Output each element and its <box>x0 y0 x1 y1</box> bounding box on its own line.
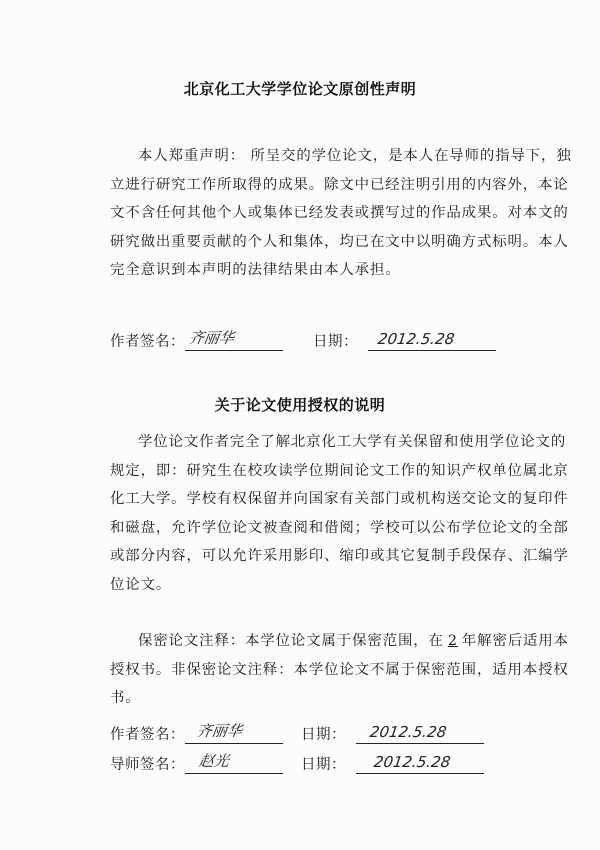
authorization-author-signature-row <box>110 718 484 744</box>
advisor-signature-field <box>185 751 283 774</box>
confidentiality-line <box>110 627 569 656</box>
authorization-title: 关于论文使用授权的说明 <box>214 396 386 414</box>
author-signature-label: 作者签名： <box>110 334 185 350</box>
author-signature-label: 作者签名： <box>110 727 185 743</box>
authorization-line: 化工大学。学校有权保留并向国家有关部门或机构送交论文的复印件 <box>110 491 569 507</box>
declaration-title: 北京化工大学学位论文原创性声明 <box>183 80 417 98</box>
declaration-line: 文不含任何其他个人或集体已经发表或撰写过的作品成果。对本文的 <box>110 205 569 221</box>
author-signature-field <box>185 328 283 351</box>
declaration-line: 研究做出重要贡献的个人和集体，均已在文中以明确方式标明。本人 <box>110 233 569 250</box>
declaration-paragraph <box>110 142 572 285</box>
author-signature: 齐丽华 <box>195 722 244 740</box>
authorization-line: 规定，即：研究生在校攻读学位期间论文工作的知识产权单位属北京 <box>110 462 569 479</box>
advisor-signature-label: 导师签名： <box>110 757 185 773</box>
confidentiality-note <box>110 627 569 713</box>
advisor-signature: 赵光 <box>197 752 231 770</box>
declaration-line: 立进行研究工作所取得的成果。除文中已经注明引用的内容外，本论 <box>110 176 569 193</box>
date-label: 日期： <box>313 334 358 350</box>
advisor-date: 2012.5.28 <box>372 753 452 771</box>
author-date-label: 日期： <box>301 727 346 743</box>
declaration-line: 本人郑重声明： 所呈交的学位论文，是本人在导师的指导下，独 <box>138 148 572 164</box>
advisor-date-field <box>356 751 484 774</box>
authorization-line: 学位论文作者完全了解北京化工大学有关保留和使用学位论文的 <box>138 434 567 450</box>
confidential-years: 2 <box>447 633 458 649</box>
declaration-line: 完全意识到本声明的法律结果由本人承担。 <box>110 262 401 278</box>
confidentiality-prefix: 保密论文注释：本学位论文属于保密范围，在 <box>138 633 444 649</box>
confidentiality-line: 授权书。非保密论文注释：本学位论文不属于保密范围，适用本授权 <box>110 661 569 678</box>
confidentiality-suffix: 年解密后适用本 <box>461 633 569 649</box>
confidentiality-line: 书。 <box>110 690 141 706</box>
author-signature-field <box>185 721 283 744</box>
date-field <box>368 328 496 351</box>
authorization-paragraph <box>110 428 569 599</box>
authorization-line: 和磁盘，允许学位论文被查阅和借阅；学校可以公布学位论文的全部 <box>110 519 569 536</box>
advisor-signature-row <box>110 748 484 774</box>
author-signature: 齐丽华 <box>187 329 236 347</box>
author-date-field <box>356 721 484 744</box>
date-value: 2012.5.28 <box>376 330 456 348</box>
authorization-line: 或部分内容，可以允许采用影印、缩印或其它复制手段保存、汇编学 <box>110 548 569 564</box>
declaration-signature-row <box>110 325 496 351</box>
author-date: 2012.5.28 <box>368 723 448 741</box>
authorization-line: 位论文。 <box>110 576 172 593</box>
advisor-date-label: 日期： <box>301 757 346 773</box>
